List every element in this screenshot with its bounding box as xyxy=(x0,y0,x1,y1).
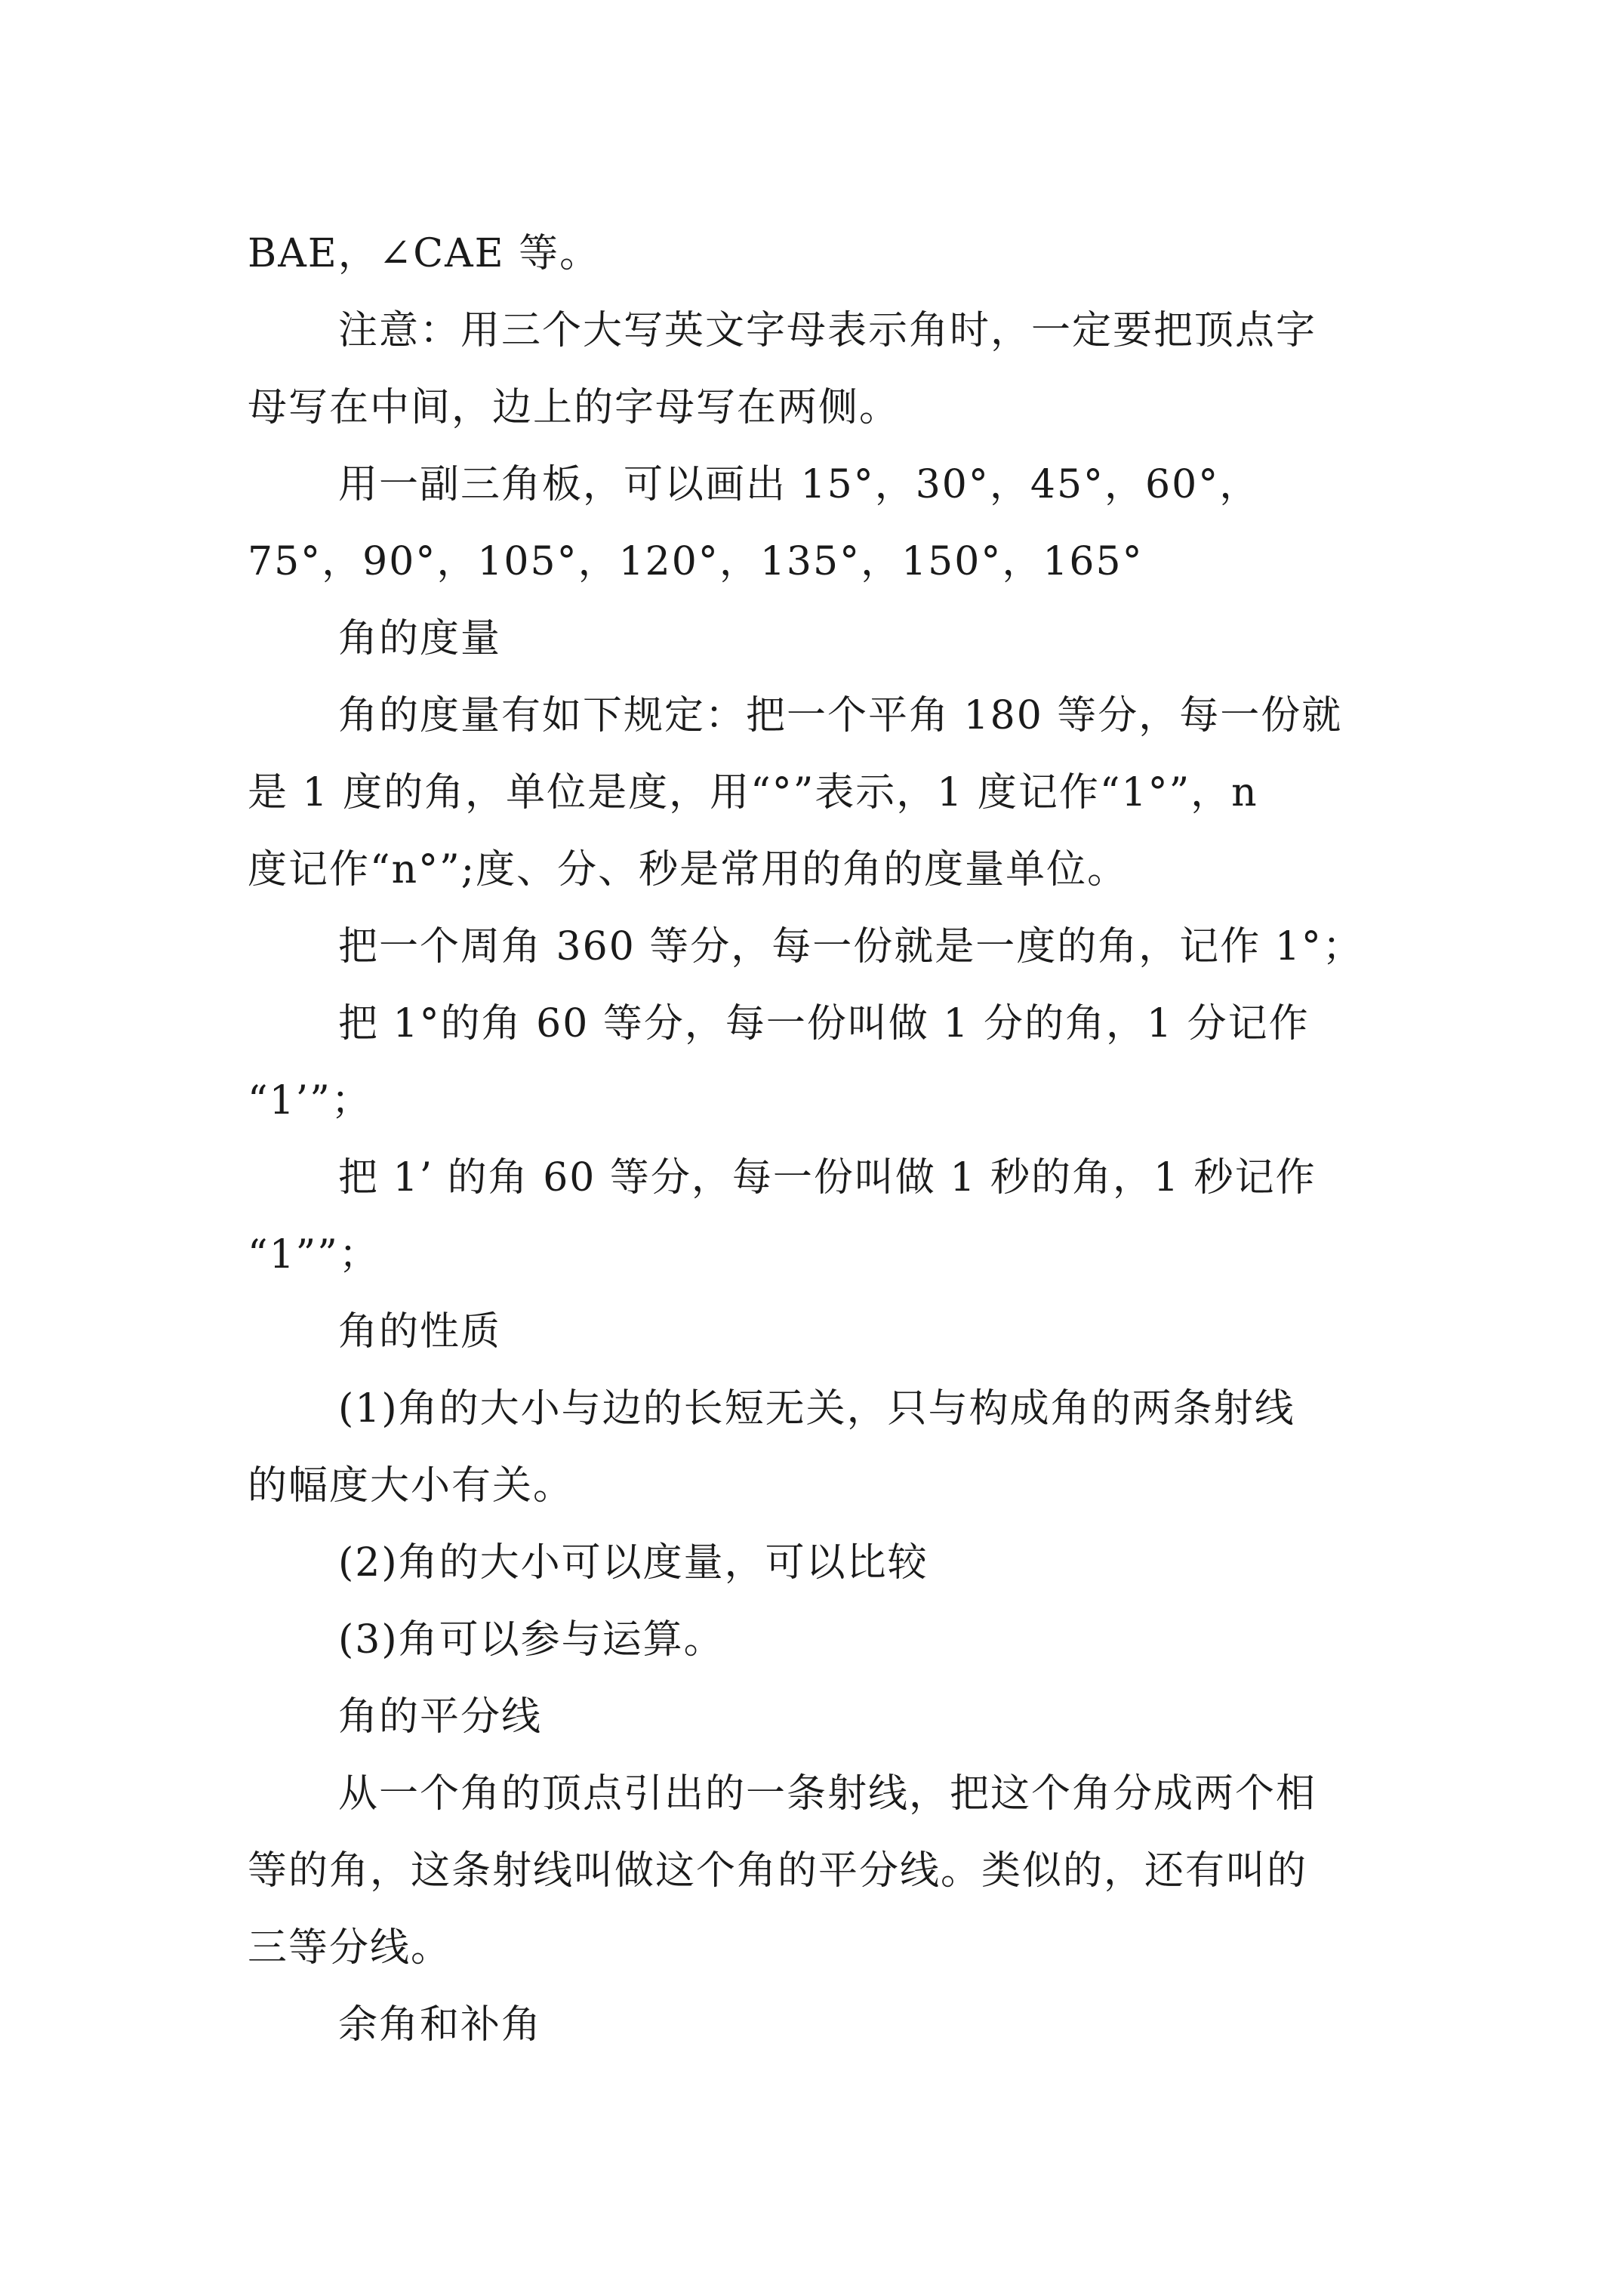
text-line: 用一副三角板，可以画出 15°，30°，45°，60°， xyxy=(338,462,1261,507)
text-line: 等的角，这条射线叫做这个角的平分线。类似的，还有叫的 xyxy=(248,1848,1308,1894)
text-line: 把 1’ 的角 60 等分，每一份叫做 1 秒的角，1 秒记作 xyxy=(338,1155,1317,1200)
section-heading: 角的性质 xyxy=(338,1309,502,1354)
text-line: (1)角的大小与边的长短无关，只与构成角的两条射线 xyxy=(338,1386,1295,1432)
text-line: 把一个周角 360 等分，每一份就是一度的角，记作 1°； xyxy=(338,924,1363,969)
text-line: (2)角的大小可以度量，可以比较 xyxy=(338,1540,929,1586)
text-line: 注意：用三个大写英文字母表示角时，一定要把顶点字 xyxy=(338,308,1317,353)
text-line: 75°，90°，105°，120°，135°，150°，165° xyxy=(248,539,1144,584)
text-line: 度记作“n°”;度、分、秒是常用的角的度量单位。 xyxy=(248,847,1129,892)
section-heading: 角的度量 xyxy=(338,616,502,661)
text-line: (3)角可以参与运算。 xyxy=(338,1617,725,1663)
text-line: 把 1°的角 60 等分，每一份叫做 1 分的角，1 分记作 xyxy=(338,1001,1310,1046)
text-line: 母写在中间，边上的字母写在两侧。 xyxy=(248,385,901,430)
text-line: 角的度量有如下规定：把一个平角 180 等分，每一份就 xyxy=(338,693,1343,738)
document-body xyxy=(248,215,1395,2063)
section-heading: 余角和补角 xyxy=(338,2002,543,2048)
text-line: 是 1 度的角，单位是度，用“°”表示，1 度记作“1°”，n xyxy=(248,770,1258,815)
text-line: BAE，∠CAE 等。 xyxy=(248,231,601,276)
section-heading: 角的平分线 xyxy=(338,1694,543,1740)
text-line: 的幅度大小有关。 xyxy=(248,1463,574,1509)
text-line: “1””； xyxy=(248,1232,380,1277)
text-line: 三等分线。 xyxy=(248,1925,452,1971)
text-line: 从一个角的顶点引出的一条射线，把这个角分成两个相 xyxy=(338,1771,1317,1817)
text-line: “1’”； xyxy=(248,1078,372,1123)
